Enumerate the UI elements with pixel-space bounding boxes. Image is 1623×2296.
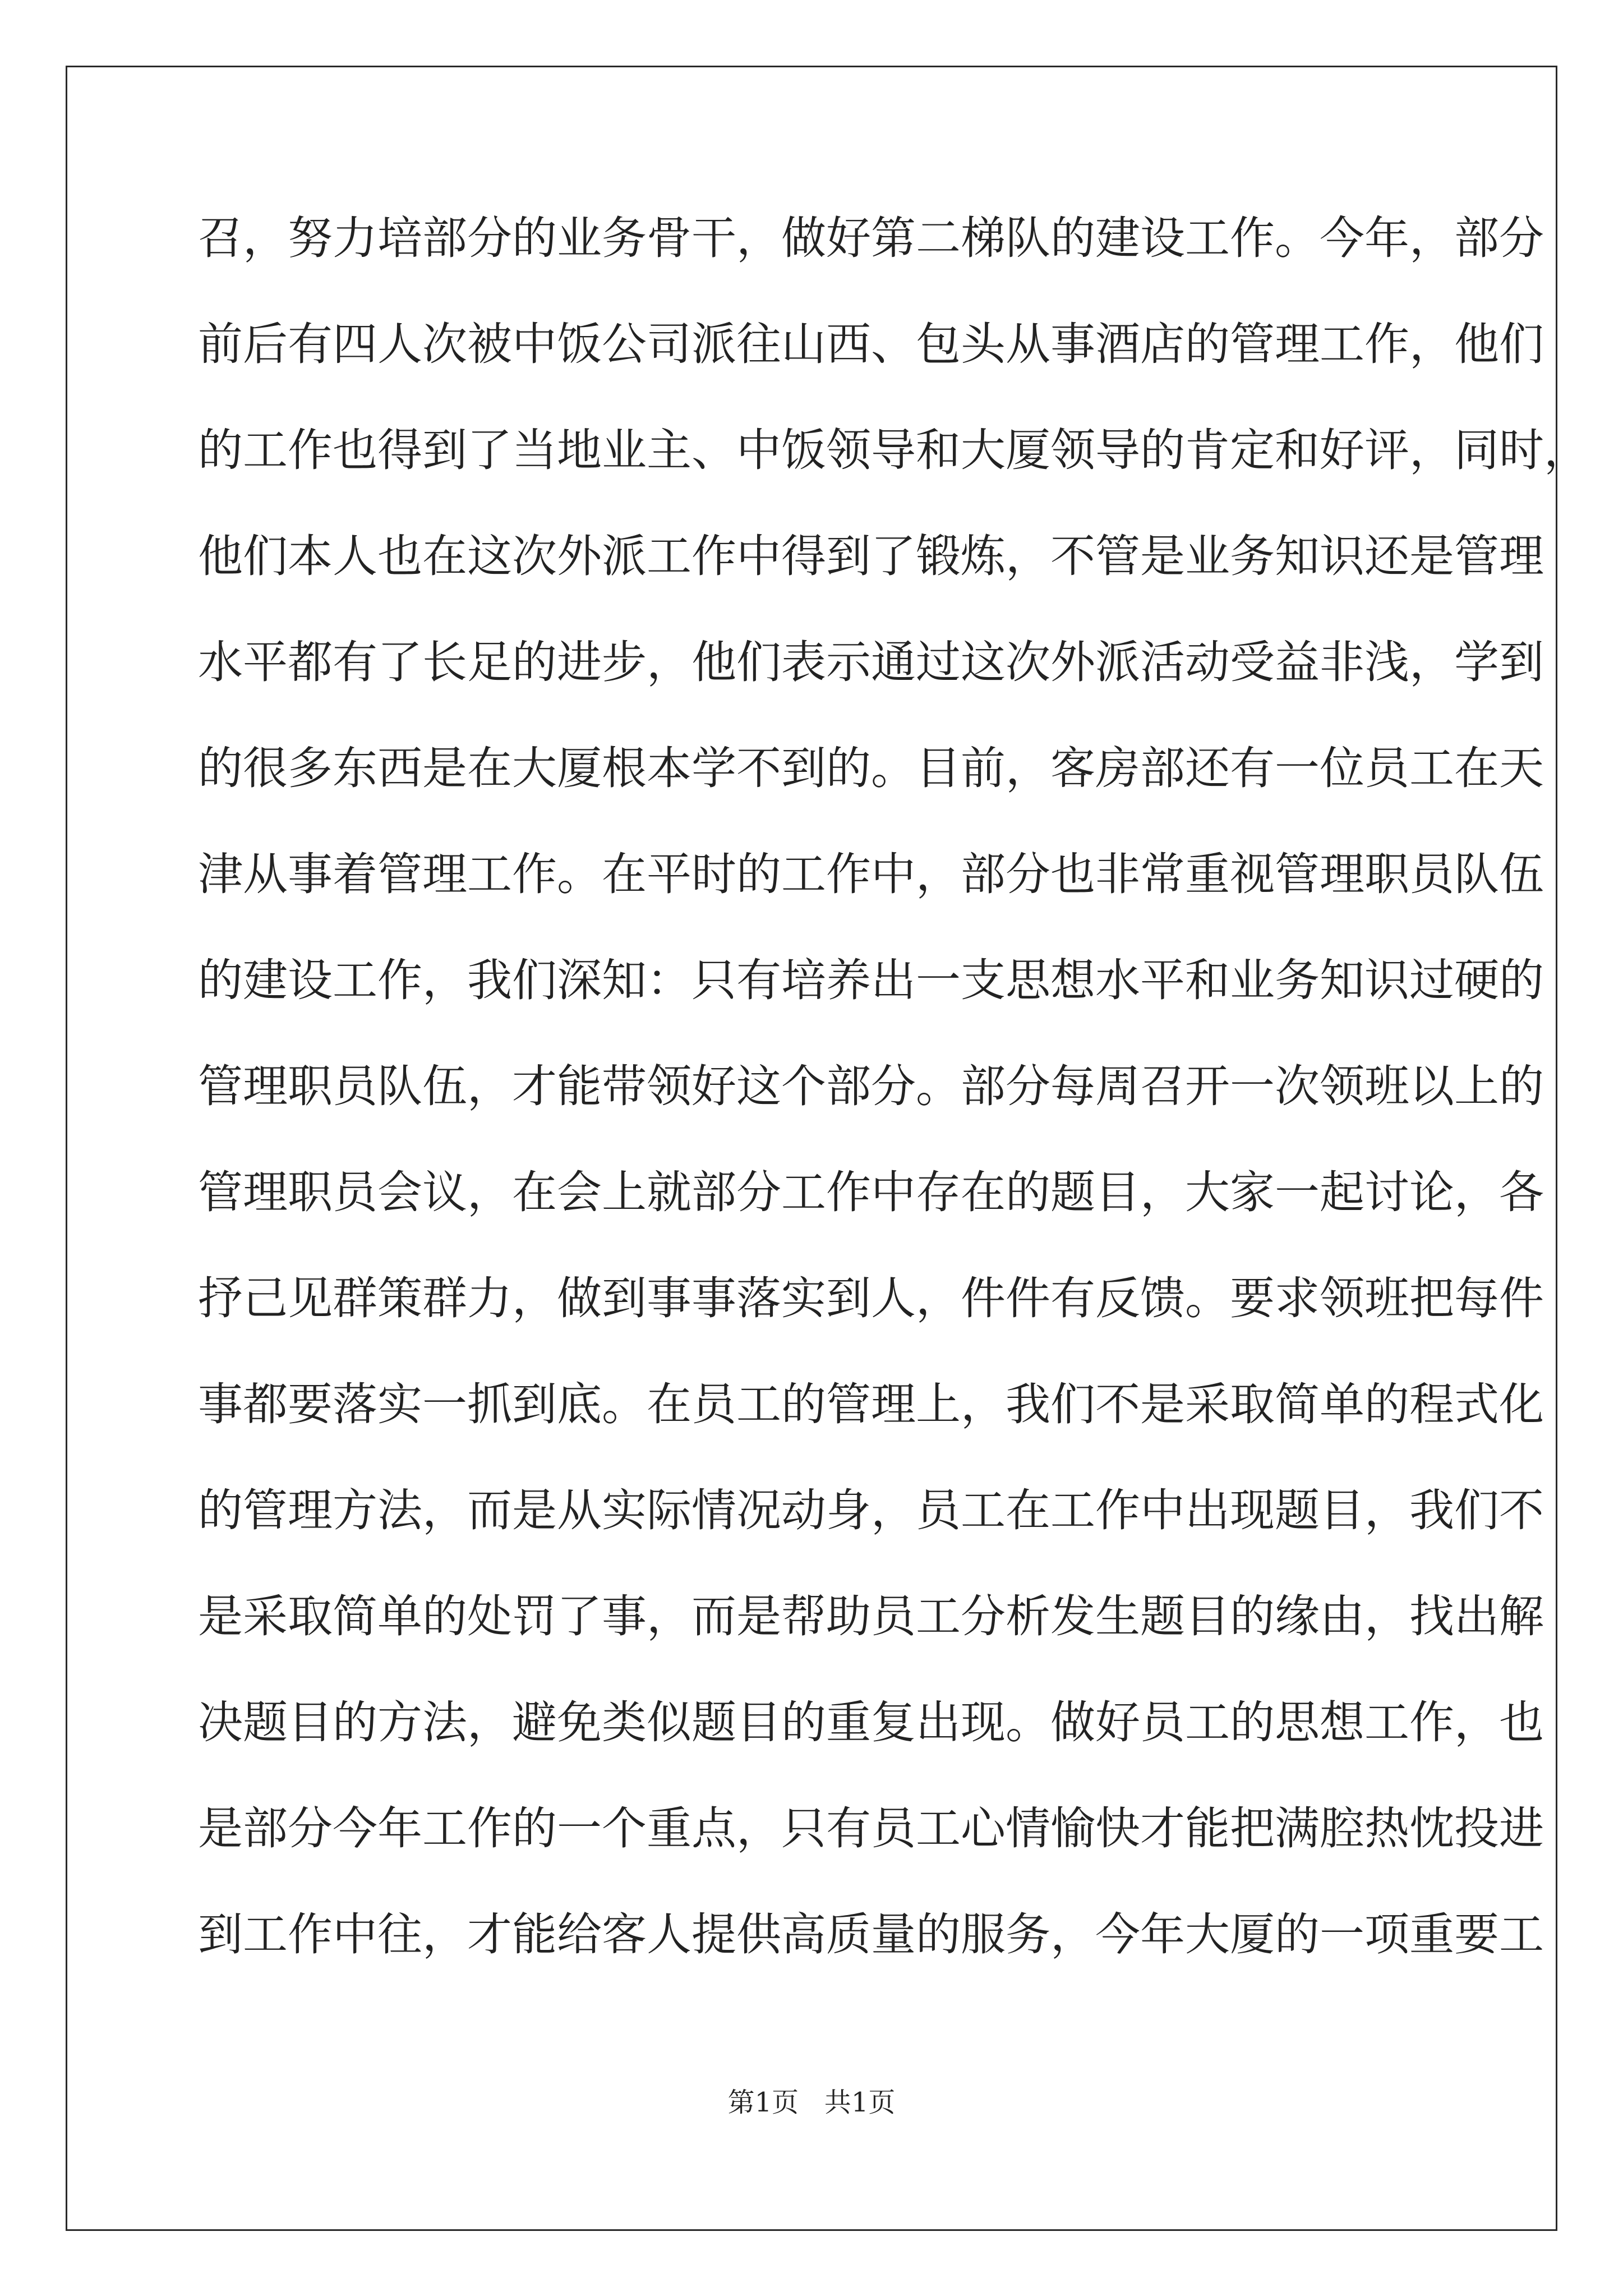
text-line-17: 到工作中往，才能给客人提供高质量的服务，今年大厦的一项重要工 — [198, 1908, 1544, 1961]
text-line-7: 津从事着管理工作。在平时的工作中，部分也非常重视管理职员队伍 — [198, 848, 1544, 900]
text-line-8: 的建设工作，我们深知：只有培养出一支思想水平和业务知识过硬的 — [198, 954, 1544, 1006]
text-line-10: 管理职员会议，在会上就部分工作中存在的题目，大家一起讨论，各 — [198, 1166, 1544, 1218]
text-line-15: 决题目的方法，避免类似题目的重复出现。做好员工的思想工作，也 — [198, 1696, 1544, 1749]
text-line-2: 前后有四人次被中饭公司派往山西、包头从事酒店的管理工作，他们 — [198, 318, 1544, 370]
text-line-14: 是采取简单的处罚了事，而是帮助员工分析发生题目的缘由，找出解 — [198, 1590, 1544, 1642]
page-total: 共1页 — [824, 2087, 896, 2118]
document-body — [198, 185, 1589, 1987]
text-line-13: 的管理方法，而是从实际情况动身，员工在工作中出现题目，我们不 — [198, 1484, 1544, 1536]
text-line-16: 是部分今年工作的一个重点，只有员工心情愉快才能把满腔热忱投进 — [198, 1802, 1544, 1855]
text-line-9: 管理职员队伍，才能带领好这个部分。部分每周召开一次领班以上的 — [198, 1060, 1544, 1112]
text-line-12: 事都要落实一抓到底。在员工的管理上，我们不是采取简单的程式化 — [198, 1378, 1544, 1430]
text-line-6: 的很多东西是在大厦根本学不到的。目前，客房部还有一位员工在天 — [198, 742, 1544, 794]
page-number: 第1页 — [727, 2087, 799, 2118]
page-footer — [0, 2086, 1623, 2119]
text-line-1: 召，努力培部分的业务骨干，做好第二梯队的建设工作。今年，部分 — [198, 212, 1544, 264]
footer-spacer — [799, 2087, 824, 2118]
text-line-4: 他们本人也在这次外派工作中得到了锻炼，不管是业务知识还是管理 — [198, 530, 1544, 582]
text-line-3: 的工作也得到了当地业主、中饭领导和大厦领导的肯定和好评，同时， — [198, 424, 1589, 476]
text-line-5: 水平都有了长足的进步，他们表示通过这次外派活动受益非浅，学到 — [198, 636, 1544, 688]
text-line-11: 抒己见群策群力，做到事事落实到人，件件有反馈。要求领班把每件 — [198, 1272, 1544, 1324]
